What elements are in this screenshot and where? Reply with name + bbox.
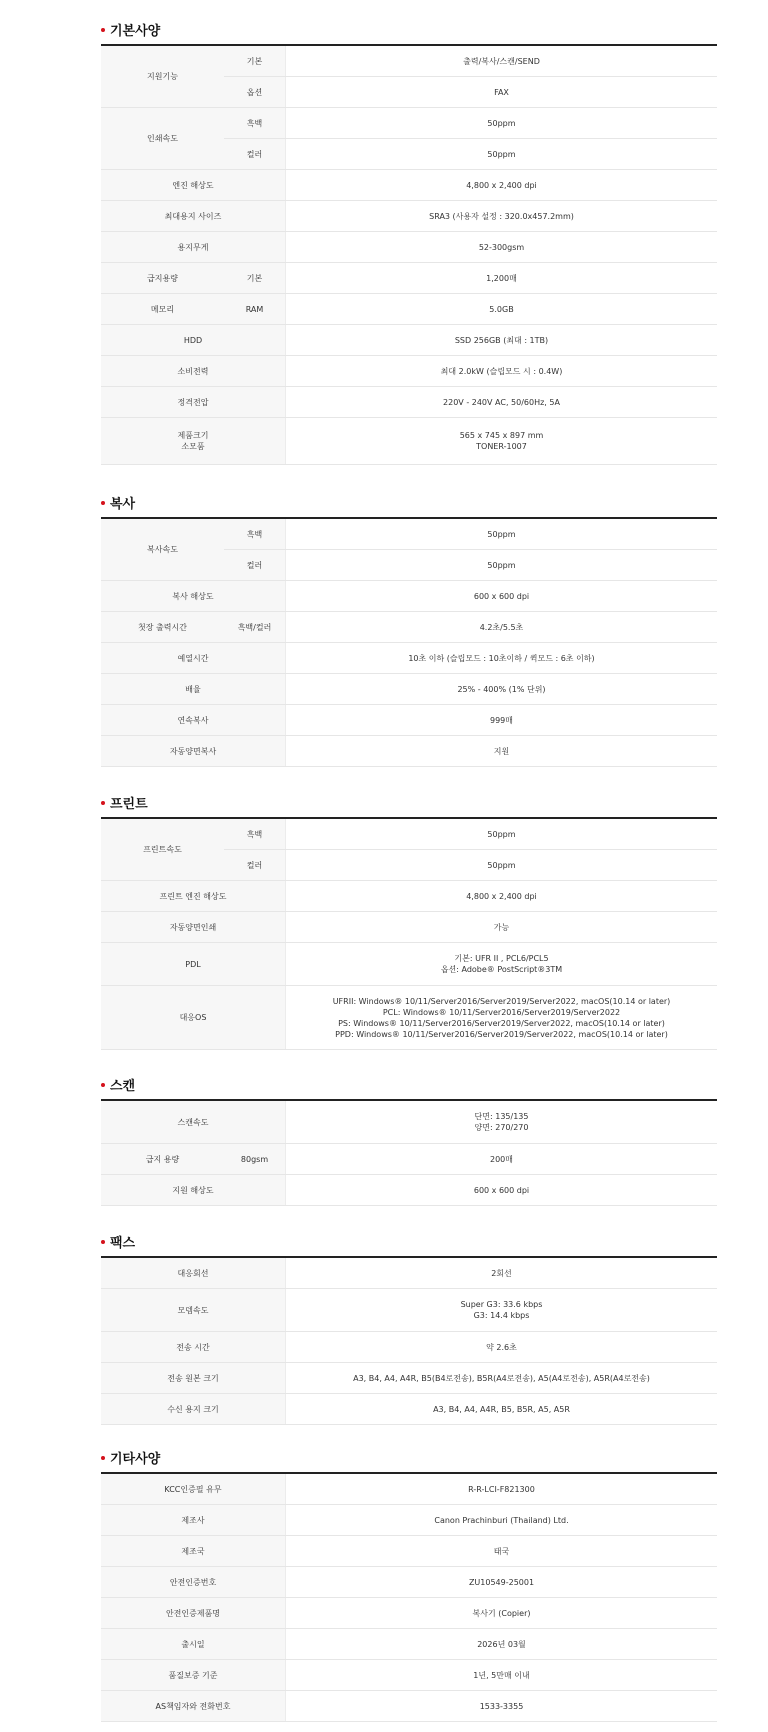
cell-text: 단면: 135/135 xyxy=(474,1112,529,1121)
cell-text: 소비전력 xyxy=(177,366,209,376)
row-value xyxy=(285,1332,717,1362)
row-value xyxy=(285,881,717,911)
bullet-dot-icon xyxy=(101,28,105,32)
row-label xyxy=(101,986,285,1049)
row-value xyxy=(285,1258,717,1288)
cell-text: 양면: 270/270 xyxy=(474,1123,529,1132)
cell-text: 소모품 xyxy=(181,442,205,451)
table-row xyxy=(101,1536,717,1567)
cell-text: 흑백 xyxy=(246,829,263,839)
cell-text: 1533-3355 xyxy=(479,1701,524,1711)
cell-text: 안전인증번호 xyxy=(169,1577,217,1587)
cell-text: 옵션: Adobe® PostScript®3TM xyxy=(440,965,563,974)
cell-text: SRA3 (사용자 설정 : 320.0x457.2mm) xyxy=(429,211,574,221)
row-value xyxy=(285,1144,717,1174)
cell-text: Super G3: 33.6 kbps xyxy=(460,1300,543,1309)
cell-text: UFRII: Windows® 10/11/Server2016/Server2019/Server2022, macOS(10.14 or later) xyxy=(332,996,671,1006)
section-title xyxy=(101,1236,135,1252)
section-title-text: 프린트 xyxy=(110,797,148,812)
table-row xyxy=(101,325,717,356)
row-value xyxy=(285,1691,717,1721)
row-label xyxy=(101,1691,285,1721)
cell-text: 급지 용량 xyxy=(145,1154,180,1164)
row-sublabel xyxy=(224,263,285,293)
row-value xyxy=(285,1175,717,1205)
cell-text: 999매 xyxy=(490,715,513,725)
row-value xyxy=(285,674,717,704)
row-label xyxy=(101,912,285,942)
row-sublabel xyxy=(224,550,285,580)
cell-text: KCC인증필 유무 xyxy=(164,1484,222,1494)
row-label xyxy=(101,1332,285,1362)
row-value xyxy=(285,77,717,107)
row-value xyxy=(285,643,717,673)
cell-text: TONER-1007 xyxy=(476,442,527,451)
row-label xyxy=(101,170,285,200)
row-value xyxy=(285,912,717,942)
cell-text: 복사 해상도 xyxy=(172,591,214,601)
table-row xyxy=(101,986,717,1050)
row-sublabel xyxy=(224,77,285,107)
row-value xyxy=(285,418,717,464)
cell-text: 안전인증제품명 xyxy=(165,1608,221,1618)
row-label xyxy=(101,943,285,985)
cell-text: RAM xyxy=(245,304,264,314)
cell-text: 프린트 엔진 해상도 xyxy=(159,891,227,901)
row-value xyxy=(285,232,717,262)
section-title-text: 팩스 xyxy=(110,1236,136,1251)
table-row xyxy=(101,736,717,767)
cell-text: 자동양면인쇄 xyxy=(169,922,217,932)
row-label xyxy=(101,1505,285,1535)
table-row xyxy=(101,943,717,986)
spec-table xyxy=(101,1472,717,1722)
cell-text: 인쇄속도 xyxy=(147,134,178,143)
spec-table xyxy=(101,44,717,465)
cell-text: 스캔속도 xyxy=(177,1117,209,1127)
cell-text: 흑백/컬러 xyxy=(237,622,272,632)
cell-text: 기본 xyxy=(246,56,263,66)
cell-text: 제품크기 xyxy=(177,431,209,440)
row-label xyxy=(101,1536,285,1566)
spec-table xyxy=(101,1099,717,1206)
row-label xyxy=(101,356,285,386)
cell-text: 기본 xyxy=(246,273,263,283)
row-value xyxy=(285,325,717,355)
group-label xyxy=(101,519,224,581)
table-row xyxy=(101,1567,717,1598)
cell-text: 컬러 xyxy=(246,560,263,570)
row-value xyxy=(285,356,717,386)
row-label xyxy=(101,1660,285,1690)
row-label xyxy=(101,1101,285,1143)
row-label xyxy=(101,325,285,355)
cell-text: 컬러 xyxy=(246,860,263,870)
cell-text: 메모리 xyxy=(150,304,175,314)
cell-text: 565 x 745 x 897 mm xyxy=(459,431,544,440)
cell-text: SSD 256GB (최대 : 1TB) xyxy=(454,335,549,345)
row-label xyxy=(101,1363,285,1393)
cell-text: 최대용지 사이즈 xyxy=(164,211,222,221)
table-row xyxy=(101,674,717,705)
row-value xyxy=(285,1289,717,1331)
cell-text: 흑백 xyxy=(246,529,263,539)
table-row xyxy=(101,418,717,465)
cell-text: 2026년 03월 xyxy=(477,1639,526,1649)
section-title-text: 기타사양 xyxy=(110,1452,161,1467)
table-row xyxy=(101,1691,717,1722)
cell-text: 복사기 (Copier) xyxy=(472,1608,531,1618)
table-row xyxy=(101,1660,717,1691)
row-value xyxy=(285,1394,717,1424)
row-label xyxy=(101,736,285,766)
table-row xyxy=(101,912,717,943)
table-row xyxy=(101,643,717,674)
cell-text: 220V - 240V AC, 50/60Hz, 5A xyxy=(443,397,560,407)
section-title xyxy=(101,1452,160,1468)
section-title xyxy=(101,497,135,513)
cell-text: 예열시간 xyxy=(177,653,209,663)
cell-text: 지원기능 xyxy=(147,72,178,81)
cell-text: 5.0GB xyxy=(489,304,514,314)
cell-text: 50ppm xyxy=(487,529,516,539)
cell-text: ZU10549-25001 xyxy=(468,1577,535,1587)
cell-text: 10초 이하 (슬립모드 : 10초이하 / 퀵모드 : 6초 이하) xyxy=(408,653,595,663)
cell-text: 지원 xyxy=(493,746,510,756)
row-sublabel xyxy=(224,850,285,880)
cell-text: FAX xyxy=(494,87,509,97)
row-label xyxy=(101,612,224,642)
cell-text: 가능 xyxy=(493,922,510,932)
row-label xyxy=(101,1175,285,1205)
cell-text: 대응회선 xyxy=(177,1268,209,1278)
row-label xyxy=(101,1394,285,1424)
cell-text: 50ppm xyxy=(487,118,516,128)
spec-table xyxy=(101,517,717,767)
cell-text: 약 2.6초 xyxy=(486,1342,517,1352)
cell-text: 모뎀속도 xyxy=(177,1305,209,1315)
cell-text: 태국 xyxy=(493,1546,510,1556)
row-value xyxy=(285,263,717,293)
row-sublabel xyxy=(224,139,285,169)
row-sublabel xyxy=(224,1144,285,1174)
cell-text: PPD: Windows® 10/11/Server2016/Server2019/Server2022, macOS(10.14 or later) xyxy=(335,1029,668,1039)
cell-text: 1,200매 xyxy=(486,273,517,283)
group-label xyxy=(101,46,224,108)
table-row xyxy=(101,1332,717,1363)
cell-text: 200매 xyxy=(490,1154,513,1164)
section-title-text: 스캔 xyxy=(110,1079,136,1094)
cell-text: 배율 xyxy=(185,684,201,694)
cell-text: 2회선 xyxy=(491,1268,512,1278)
bullet-dot-icon xyxy=(101,1240,105,1244)
row-value xyxy=(285,1629,717,1659)
row-value xyxy=(285,108,717,138)
cell-text: 최대 2.0kW (슬립모드 시 : 0.4W) xyxy=(440,366,563,376)
row-label xyxy=(101,1629,285,1659)
cell-text: PDL xyxy=(185,959,201,969)
row-label xyxy=(101,294,224,324)
spec-table xyxy=(101,817,717,1050)
table-row xyxy=(101,387,717,418)
cell-text: 제조국 xyxy=(181,1546,205,1556)
cell-text: 기본: UFR II , PCL6/PCL5 xyxy=(454,954,549,963)
group-label xyxy=(101,108,224,170)
cell-text: 연속복사 xyxy=(177,715,209,725)
cell-text: 출시일 xyxy=(181,1639,205,1649)
cell-text: 대응OS xyxy=(179,1013,207,1022)
cell-text: 600 x 600 dpi xyxy=(473,591,530,601)
cell-text: 복사속도 xyxy=(147,545,178,554)
cell-text: A3, B4, A4, A4R, B5(B4로전송), B5R(A4로전송), A5(A4로전송), A5R(A4로전송) xyxy=(353,1373,650,1383)
row-label xyxy=(101,1567,285,1597)
row-label xyxy=(101,1289,285,1331)
cell-text: 전송 시간 xyxy=(176,1342,210,1352)
row-label xyxy=(101,387,285,417)
row-value xyxy=(285,736,717,766)
group-label xyxy=(101,819,224,881)
cell-text: 1년, 5만매 이내 xyxy=(473,1670,530,1680)
row-label xyxy=(101,418,285,464)
cell-text: 4.2초/5.5초 xyxy=(479,622,524,632)
row-value xyxy=(285,387,717,417)
row-label xyxy=(101,581,285,611)
section-title xyxy=(101,24,160,40)
cell-text: 전송 원본 크기 xyxy=(167,1373,219,1383)
cell-text: 4,800 x 2,400 dpi xyxy=(466,891,537,901)
table-row xyxy=(101,1505,717,1536)
row-value xyxy=(285,850,717,880)
table-row xyxy=(101,1363,717,1394)
table-row xyxy=(101,201,717,232)
row-value xyxy=(285,550,717,580)
row-sublabel xyxy=(224,108,285,138)
table-row xyxy=(101,705,717,736)
cell-text: 52-300gsm xyxy=(478,242,525,252)
row-value xyxy=(285,612,717,642)
row-value xyxy=(285,46,717,76)
row-label xyxy=(101,674,285,704)
cell-text: 엔진 해상도 xyxy=(172,180,214,190)
cell-text: 급지용량 xyxy=(147,273,178,283)
row-value xyxy=(285,581,717,611)
cell-text: R-R-LCI-F821300 xyxy=(468,1484,535,1494)
row-value xyxy=(285,1598,717,1628)
cell-text: 제조사 xyxy=(181,1515,205,1525)
section-title xyxy=(101,1079,135,1095)
cell-text: 50ppm xyxy=(487,829,516,839)
row-value xyxy=(285,943,717,985)
row-value xyxy=(285,139,717,169)
row-value xyxy=(285,819,717,849)
bullet-dot-icon xyxy=(101,1456,105,1460)
row-label xyxy=(101,881,285,911)
cell-text: 50ppm xyxy=(487,149,516,159)
row-label xyxy=(101,1144,224,1174)
table-row xyxy=(101,612,717,643)
bullet-dot-icon xyxy=(101,801,105,805)
cell-text: AS책임자와 전화번호 xyxy=(155,1701,231,1711)
cell-text: PS: Windows® 10/11/Server2016/Server2019/Server2022, macOS(10.14 or later) xyxy=(338,1018,665,1028)
row-label xyxy=(101,1258,285,1288)
table-row xyxy=(101,356,717,387)
cell-text: 4,800 x 2,400 dpi xyxy=(466,180,537,190)
row-sublabel xyxy=(224,519,285,549)
cell-text: 지원 해상도 xyxy=(172,1185,214,1195)
cell-text: 50ppm xyxy=(487,860,516,870)
row-sublabel xyxy=(224,819,285,849)
cell-text: 자동양면복사 xyxy=(169,746,217,756)
cell-text: HDD xyxy=(183,335,203,345)
table-row xyxy=(101,1258,717,1289)
cell-text: 옵션 xyxy=(246,87,263,97)
spec-table xyxy=(101,1256,717,1425)
cell-text: PCL: Windows® 10/11/Server2016/Server2019/Server2022 xyxy=(382,1007,621,1017)
row-value xyxy=(285,1567,717,1597)
cell-text: 용지무게 xyxy=(177,242,209,252)
table-row xyxy=(101,1629,717,1660)
table-row xyxy=(101,263,717,294)
cell-text: 80gsm xyxy=(240,1154,269,1164)
cell-text: 첫장 출력시간 xyxy=(138,622,187,632)
bullet-dot-icon xyxy=(101,501,105,505)
row-value xyxy=(285,170,717,200)
table-row xyxy=(101,1101,717,1144)
table-row xyxy=(101,1598,717,1629)
cell-text: 품질보증 기준 xyxy=(168,1670,218,1680)
cell-text: A3, B4, A4, A4R, B5, B5R, A5, A5R xyxy=(433,1404,570,1414)
cell-text: 흑백 xyxy=(246,118,263,128)
table-row xyxy=(101,1175,717,1206)
table-row xyxy=(101,232,717,263)
row-sublabel xyxy=(224,46,285,76)
section-title-text: 기본사양 xyxy=(110,24,161,39)
table-row xyxy=(101,294,717,325)
cell-text: 정격전압 xyxy=(177,397,209,407)
cell-text: G3: 14.4 kbps xyxy=(473,1311,530,1320)
row-value xyxy=(285,1363,717,1393)
row-value xyxy=(285,1474,717,1504)
row-label xyxy=(101,1598,285,1628)
row-sublabel xyxy=(224,612,285,642)
cell-text: 출력/복사/스캔/SEND xyxy=(463,56,540,66)
row-label xyxy=(101,705,285,735)
row-label xyxy=(101,1474,285,1504)
row-label xyxy=(101,643,285,673)
row-value xyxy=(285,1536,717,1566)
table-row xyxy=(101,1394,717,1425)
section-title xyxy=(101,797,148,813)
row-value xyxy=(285,294,717,324)
row-sublabel xyxy=(224,294,285,324)
row-value xyxy=(285,519,717,549)
row-label xyxy=(101,232,285,262)
row-value xyxy=(285,1505,717,1535)
cell-text: 프린트속도 xyxy=(143,845,182,854)
cell-text: Canon Prachinburi (Thailand) Ltd. xyxy=(434,1515,569,1525)
table-row xyxy=(101,1289,717,1332)
cell-text: 50ppm xyxy=(487,560,516,570)
row-value xyxy=(285,1101,717,1143)
table-row xyxy=(101,1474,717,1505)
row-label xyxy=(101,263,224,293)
row-label xyxy=(101,201,285,231)
cell-text: 25% - 400% (1% 단위) xyxy=(457,684,546,694)
cell-text: 컬러 xyxy=(246,149,263,159)
row-value xyxy=(285,201,717,231)
cell-text: 수신 용지 크기 xyxy=(167,1404,219,1414)
row-value xyxy=(285,986,717,1049)
section-title-text: 복사 xyxy=(110,497,136,512)
bullet-dot-icon xyxy=(101,1083,105,1087)
table-row xyxy=(101,581,717,612)
cell-text: 600 x 600 dpi xyxy=(473,1185,530,1195)
table-row xyxy=(101,881,717,912)
table-row xyxy=(101,1144,717,1175)
row-value xyxy=(285,705,717,735)
row-value xyxy=(285,1660,717,1690)
table-row xyxy=(101,170,717,201)
